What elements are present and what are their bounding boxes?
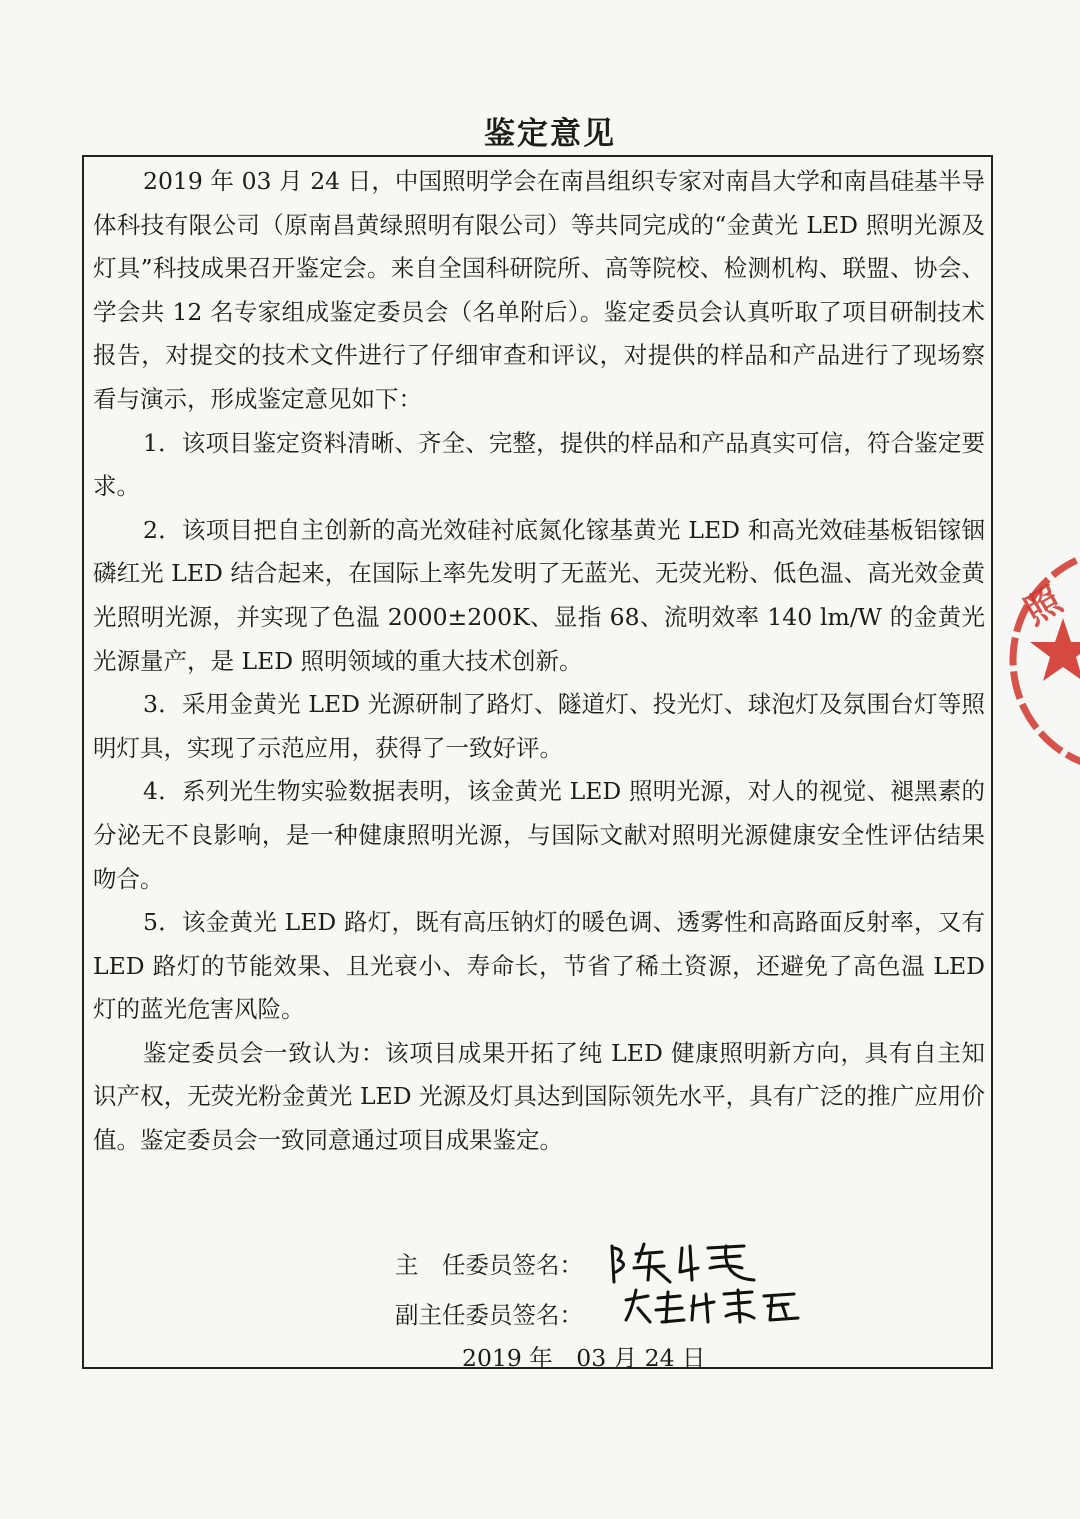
seal-glyph: 照 xyxy=(1017,579,1070,634)
signature-date: 2019 年 03 月 24 日 xyxy=(462,1344,706,1372)
chair-signature-label: 主 任委员签名： xyxy=(395,1251,583,1279)
paragraph-item-2: 2．该项目把自主创新的高光效硅衬底氮化镓基黄光 LED 和高光效硅基板铝镓铟磷红光 LED 结合起来，在国际上率先发明了无蓝光、无荧光粉、低色温、高光效金黄光照明光源，并实现了色温 2000±200K、显指 68、流明效率 140 lm/W 的金黄光光源量产，是 LED 照明领域的重大技术创新。 xyxy=(93,515,985,675)
paragraph-item-4: 4．系列光生物实验数据表明，该金黄光 LED 照明光源，对人的视觉、褪黑素的分泌无不良影响，是一种健康照明光源，与国际文献对照明光源健康安全性评估结果吻合。 xyxy=(93,777,985,893)
paragraph-item-3: 3．采用金黄光 LED 光源研制了路灯、隧道灯、投光灯、球泡灯及氛围台灯等照明灯具，实现了示范应用，获得了一致好评。 xyxy=(93,690,985,762)
vice-chair-signature-label: 副主任委员签名： xyxy=(395,1301,583,1329)
paragraph-intro: 2019 年 03 月 24 日，中国照明学会在南昌组织专家对南昌大学和南昌硅基半导体科技有限公司（原南昌黄绿照明有限公司）等共同完成的“金黄光 LED 照明光源及灯具”科技成果召开鉴定会。来自全国科研院所、高等院校、检测机构、联盟、协会、学会共 12 名专家组成鉴定委员会（名单附后）。鉴定委员会认真听取了项目研制技术报告，对提交的技术文件进行了仔细审查和评议，对提供的样品和产品进行了现场察看与演示，形成鉴定意见如下： xyxy=(93,167,985,413)
chair-signature-image xyxy=(604,1238,764,1288)
paragraph-conclusion: 鉴定委员会一致认为：该项目成果开拓了纯 LED 健康照明新方向，具有自主知识产权，无荧光粉金黄光 LED 光源及灯具达到国际领先水平，具有广泛的推广应用价值。鉴定委员会一致同意通过项目成果鉴定。 xyxy=(93,1038,985,1155)
official-seal-partial xyxy=(1005,540,1080,780)
paragraph-item-5: 5．该金黄光 LED 路灯，既有高压钠灯的暖色调、透雾性和高路面反射率，又有 LED 路灯的节能效果、且光衰小、寿命长，节省了稀土资源，还避免了高色温 LED 灯的蓝光危害风险。 xyxy=(93,908,985,1024)
document-title: 鉴定意见 xyxy=(484,116,616,152)
paragraph-item-1: 1．该项目鉴定资料清晰、齐全、完整，提供的样品和产品真实可信，符合鉴定要求。 xyxy=(93,428,985,501)
vice-chair-signature-image xyxy=(622,1286,802,1328)
opinion-body xyxy=(93,160,985,1163)
